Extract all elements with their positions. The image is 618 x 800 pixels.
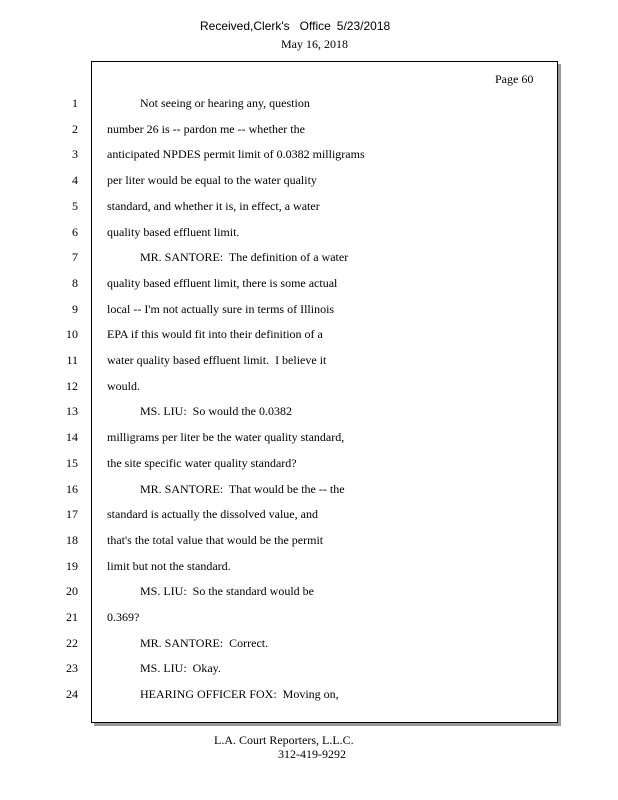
transcript-line <box>0 506 618 522</box>
transcript-line <box>0 429 618 445</box>
line-text: HEARING OFFICER FOX: Moving on, <box>140 687 339 702</box>
line-number: 22 <box>66 635 78 650</box>
line-number: 5 <box>72 198 78 213</box>
transcript-line <box>0 326 618 342</box>
line-number: 3 <box>72 147 78 162</box>
transcript-line <box>0 301 618 317</box>
line-number: 14 <box>66 430 78 445</box>
line-number: 9 <box>72 301 78 316</box>
stamp-date-text: 5/23/2018 <box>336 19 391 33</box>
transcript-line <box>0 455 618 471</box>
transcript-line <box>0 249 618 265</box>
transcript-line <box>0 609 618 625</box>
transcript-line <box>0 686 618 702</box>
transcript-line <box>0 224 618 240</box>
transcript-line <box>0 198 618 214</box>
line-number: 15 <box>66 455 78 470</box>
line-number: 12 <box>66 378 78 393</box>
line-text: that's the total value that would be the permit <box>107 532 324 547</box>
line-number: 4 <box>72 173 78 188</box>
line-text: per liter would be equal to the water quality <box>107 173 317 188</box>
line-number: 13 <box>66 404 78 419</box>
transcript-line <box>0 352 618 368</box>
line-number: 7 <box>72 250 78 265</box>
transcript-line <box>0 583 618 599</box>
line-number: 6 <box>72 224 78 239</box>
line-text: water quality based effluent limit. I believe it <box>107 353 327 367</box>
transcript-line <box>0 121 618 137</box>
line-text: MS. LIU: So would the 0.0382 <box>140 404 293 419</box>
line-text: MR. SANTORE: Correct. <box>140 635 269 650</box>
line-text: 0.369? <box>107 610 140 624</box>
transcript-line <box>0 660 618 676</box>
line-text: quality based effluent limit, there is some actual <box>107 275 338 290</box>
line-number: 19 <box>66 558 78 573</box>
line-text: standard, and whether it is, in effect, a water <box>107 198 320 213</box>
page-number: Page 60 <box>495 72 534 86</box>
line-text: would. <box>107 378 140 393</box>
line-number: 20 <box>66 584 78 599</box>
transcript-line <box>0 378 618 394</box>
line-text: anticipated NPDES permit limit of 0.0382 milligrams <box>107 147 365 162</box>
stamp-received-text: Received,Clerk's <box>200 19 290 33</box>
line-number: 16 <box>66 481 78 496</box>
line-text: quality based effluent limit. <box>107 224 240 239</box>
line-number: 8 <box>72 275 78 290</box>
transcript-line <box>0 275 618 291</box>
line-number: 24 <box>66 687 78 702</box>
line-text: limit but not the standard. <box>107 558 231 573</box>
line-text: standard is actually the dissolved value, and <box>107 507 318 522</box>
line-text: the site specific water quality standard? <box>107 455 297 470</box>
transcript-line <box>0 146 618 162</box>
hearing-date: May 16, 2018 <box>281 37 348 51</box>
line-text: Not seeing or hearing any, question <box>140 96 310 110</box>
footer-phone: 312-419-9292 <box>278 747 346 761</box>
transcript-line <box>0 172 618 188</box>
transcript-line <box>0 532 618 548</box>
line-number: 21 <box>66 610 78 624</box>
line-text: MS. LIU: So the standard would be <box>140 584 314 599</box>
transcript-line <box>0 558 618 574</box>
line-text: MR. SANTORE: The definition of a water <box>140 250 349 265</box>
line-text: EPA if this would fit into their definition of a <box>107 327 323 342</box>
line-number: 18 <box>66 532 78 547</box>
transcript-line <box>0 481 618 497</box>
stamp-office-text: Office <box>299 19 331 33</box>
line-text: milligrams per liter be the water quality standard, <box>107 430 345 445</box>
line-text: local -- I'm not actually sure in terms of Illinois <box>107 301 335 316</box>
clerk-received-stamp <box>200 19 390 33</box>
transcript-line <box>0 95 618 111</box>
line-number: 11 <box>66 353 78 367</box>
line-number: 2 <box>72 121 78 136</box>
transcript-line <box>0 635 618 651</box>
line-number: 1 <box>72 96 78 110</box>
line-number: 10 <box>66 327 78 342</box>
footer-company: L.A. Court Reporters, L.L.C. <box>214 733 354 747</box>
transcript-line <box>0 403 618 419</box>
line-text: number 26 is -- pardon me -- whether the <box>107 121 305 136</box>
line-number: 23 <box>66 661 78 676</box>
line-text: MS. LIU: Okay. <box>140 661 221 676</box>
line-number: 17 <box>66 507 78 522</box>
line-text: MR. SANTORE: That would be the -- the <box>140 481 345 496</box>
